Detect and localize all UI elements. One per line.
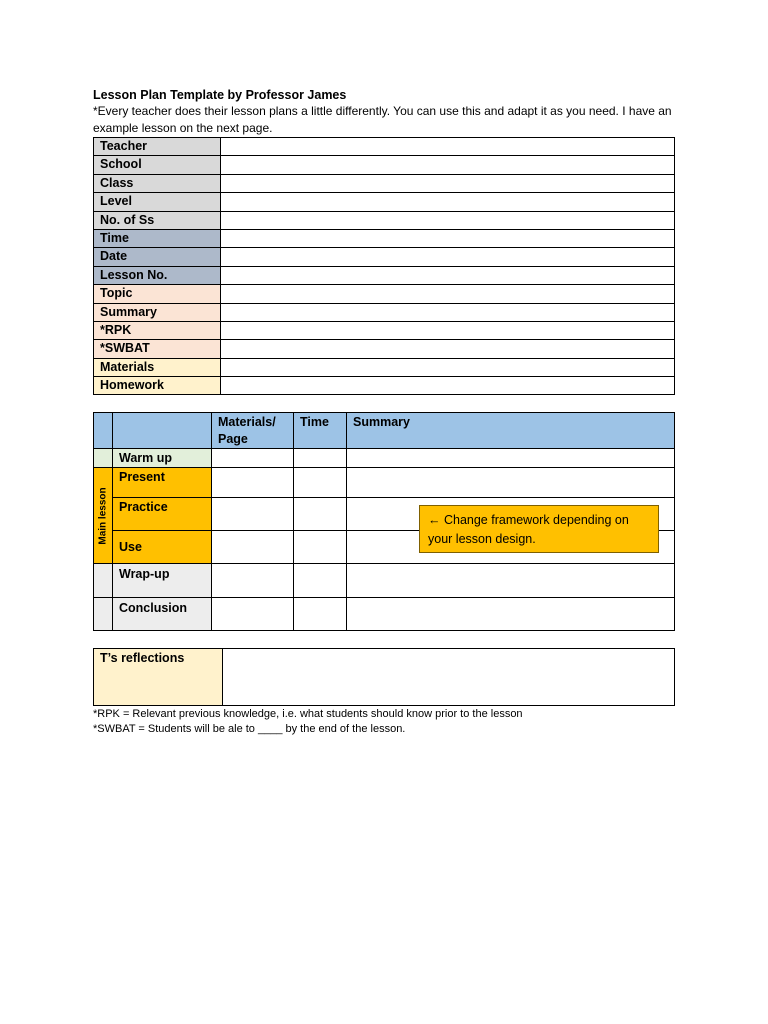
info-row [94,211,675,229]
info-table [93,137,675,395]
use-materials-cell[interactable] [212,531,294,564]
info-row [94,321,675,339]
info-value-cell[interactable] [221,248,675,266]
intro-text: *Every teacher does their lesson plans a little differently. You can use this and adapt it as you need. I have an example lesson on the next page. [93,104,672,135]
footnote-swbat: *SWBAT = Students will be ale to ____ by the end of the lesson. [93,723,406,736]
header-stage-cell [113,413,212,449]
stage-row-wrap-up [94,564,675,598]
wrap-up-side [94,564,113,598]
stage-label-wrap-up: Wrap-up [113,564,212,598]
footnote-rpk: *RPK = Relevant previous knowledge, i.e. what students should know prior to the lesson [93,708,523,721]
info-label: Level [94,193,221,211]
header-summary: Summary [347,413,675,449]
info-label: *RPK [94,321,221,339]
info-label: Time [94,229,221,247]
info-value-cell[interactable] [221,138,675,156]
reflection-label: T’s reflections [94,649,223,706]
info-value-cell[interactable] [221,321,675,339]
info-value-cell[interactable] [221,266,675,284]
stage-label-present: Present [113,468,212,498]
framework-callout: ← Change framework depending on your lesson design. [419,505,659,553]
info-row [94,138,675,156]
stage-row-present [94,468,675,498]
warm-up-summary-cell[interactable] [347,449,675,468]
main-lesson-side [94,468,113,564]
info-label: Lesson No. [94,266,221,284]
stage-header-row [94,413,675,449]
stage-row-warm-up [94,449,675,468]
reflection-input-cell[interactable] [223,649,675,706]
stage-label-conclusion: Conclusion [113,598,212,631]
header-time: Time [294,413,347,449]
info-value-cell[interactable] [221,303,675,321]
info-row [94,229,675,247]
info-value-cell[interactable] [221,377,675,395]
info-label: Date [94,248,221,266]
stage-row-conclusion [94,598,675,631]
header-side-cell [94,413,113,449]
info-row [94,174,675,192]
warm-up-time-cell[interactable] [294,449,347,468]
info-value-cell[interactable] [221,285,675,303]
practice-materials-cell[interactable] [212,498,294,531]
wrap-up-time-cell[interactable] [294,564,347,598]
stage-label-practice: Practice [113,498,212,531]
warm-up-materials-cell[interactable] [212,449,294,468]
info-row [94,193,675,211]
info-row [94,358,675,376]
info-row [94,303,675,321]
info-label: Materials [94,358,221,376]
conclusion-time-cell[interactable] [294,598,347,631]
info-row [94,340,675,358]
practice-time-cell[interactable] [294,498,347,531]
info-row [94,248,675,266]
wrap-up-summary-cell[interactable] [347,564,675,598]
info-label: *SWBAT [94,340,221,358]
info-label: Class [94,174,221,192]
info-label: Summary [94,303,221,321]
info-row [94,285,675,303]
main-lesson-label: Main lesson [97,487,109,545]
stage-label-use: Use [113,531,212,564]
info-row [94,266,675,284]
info-row [94,377,675,395]
page-title: Lesson Plan Template by Professor James [93,88,347,102]
info-label: School [94,156,221,174]
info-label: Topic [94,285,221,303]
reflection-table [93,648,675,706]
info-label: No. of Ss [94,211,221,229]
conclusion-side [94,598,113,631]
stage-label-warm-up: Warm up [113,449,212,468]
present-summary-cell[interactable] [347,468,675,498]
lesson-plan-page [93,88,675,737]
info-label: Teacher [94,138,221,156]
present-materials-cell[interactable] [212,468,294,498]
info-value-cell[interactable] [221,174,675,192]
warm-up-side [94,449,113,468]
info-value-cell[interactable] [221,229,675,247]
reflection-row [94,649,675,706]
use-time-cell[interactable] [294,531,347,564]
info-value-cell[interactable] [221,340,675,358]
present-time-cell[interactable] [294,468,347,498]
info-value-cell[interactable] [221,156,675,174]
wrap-up-materials-cell[interactable] [212,564,294,598]
info-row [94,156,675,174]
header-materials: Materials/ Page [212,413,294,449]
conclusion-materials-cell[interactable] [212,598,294,631]
info-value-cell[interactable] [221,358,675,376]
info-value-cell[interactable] [221,211,675,229]
conclusion-summary-cell[interactable] [347,598,675,631]
info-label: Homework [94,377,221,395]
info-value-cell[interactable] [221,193,675,211]
